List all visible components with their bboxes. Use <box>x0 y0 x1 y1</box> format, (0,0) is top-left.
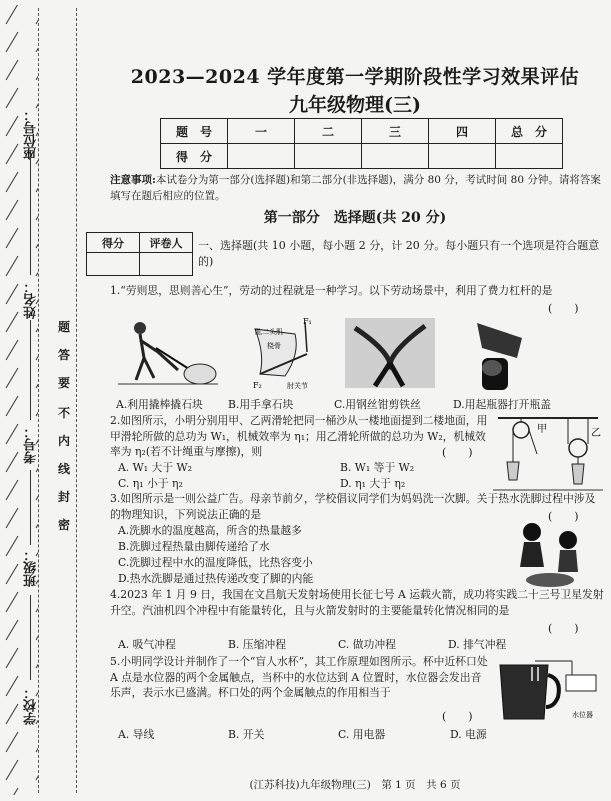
notice-text: 本试卷分为第一部分(选择题)和第二部分(非选择题)，满分 80 分，考试时间 80 分钟。请将答案填写在题后相应的位置。 <box>110 174 601 202</box>
seat-number-label: 座位号： <box>24 108 39 160</box>
question-2-option-a[interactable]: A. W₁ 大于 W₂ <box>118 461 192 474</box>
section-instruction: 一、选择题(共 10 小题，每小题 2 分，计 20 分。每小题只有一个选项是符合题意的) <box>198 239 600 268</box>
class-label: 班级： <box>24 548 39 587</box>
score-cell[interactable] <box>295 144 362 169</box>
question-2-option-c[interactable]: C. η₁ 小于 η₂ <box>118 477 183 490</box>
q1-elbow-label: 肘关节 <box>287 382 308 390</box>
name-label: 姓名： <box>24 280 39 319</box>
q1-crowbar-figure <box>118 318 218 388</box>
question-2-answer-blank[interactable]: ( ) <box>442 446 473 459</box>
question-1-option-a[interactable]: A.利用撬棒撬石块 <box>116 398 203 411</box>
question-1-answer-blank[interactable]: ( ) <box>548 302 579 315</box>
question-3-stem: 3.如图所示是一则公益广告。母亲节前夕，学校倡议同学们为妈妈洗一次脚。关于热水洗脚过程中涉及的物理知识，下列说法正确的是 <box>110 492 596 521</box>
q2-label-yi: 乙 <box>591 428 601 439</box>
score-table <box>160 118 563 169</box>
q1-pliers-figure <box>345 318 435 388</box>
seal-char: 要 <box>57 376 70 390</box>
class-blank[interactable] <box>30 470 31 545</box>
score-header-cell: 三 <box>362 119 429 144</box>
question-1-option-c[interactable]: C.用钢丝钳剪铁丝 <box>334 398 421 411</box>
q3-foot-washing-figure <box>510 522 590 590</box>
score-header-cell: 总 分 <box>496 119 563 144</box>
question-3-option-c[interactable]: C.洗脚过程中水的温度降低，比热容变小 <box>118 556 313 569</box>
notice <box>110 172 602 204</box>
page-footer: (江苏科技)九年级物理(三) 第 1 页 共 6 页 <box>249 779 461 791</box>
question-1-option-b[interactable]: B.用手拿石块 <box>228 398 294 411</box>
question-2-option-d[interactable]: D. η₁ 大于 η₂ <box>340 477 406 490</box>
exam-number-label: 考号： <box>24 425 39 464</box>
notice-label: 注意事项: <box>110 174 156 186</box>
score-header-cell: 四 <box>429 119 496 144</box>
seal-char: 内 <box>57 434 70 448</box>
q5-water-cup-figure <box>492 657 604 725</box>
svg-text:F₂: F₂ <box>253 381 262 390</box>
seal-char: 不 <box>57 406 70 420</box>
q5-water-level-label: 水位器 <box>572 711 593 719</box>
q1-bottle-opener-figure <box>462 318 542 393</box>
score-header-cell: 题 号 <box>161 119 228 144</box>
seal-char: 线 <box>57 462 70 476</box>
grader-score-cell[interactable] <box>87 253 140 276</box>
question-4-answer-blank[interactable]: ( ) <box>548 622 579 635</box>
seal-char: 密 <box>57 518 70 532</box>
question-5-option-d[interactable]: D. 电源 <box>450 728 487 741</box>
name-blank[interactable] <box>30 180 31 275</box>
question-5-stem: 5.小明同学设计并制作了一个“盲人水杯”，其工作原理如图所示。杯中近杯口处 A 点是水位器的两个金属触点，当杯中的水位达到 A 位置时，水位器会发出音乐声，表示水已盛满。杯口处的两个金属触点的作用相当于 <box>110 655 488 699</box>
question-4-option-d[interactable]: D. 排气冲程 <box>448 638 507 651</box>
question-4-option-a[interactable]: A. 吸气冲程 <box>118 638 176 651</box>
q1-biceps-label: 肱二头肌 <box>255 328 283 336</box>
score-cell[interactable] <box>429 144 496 169</box>
question-1-stem: 1.“劳则思，思则善心生”，劳动的过程就是一种学习。以下劳动场景中，利用了费力杠杆的是 <box>110 284 553 297</box>
binding-margin <box>0 0 95 801</box>
question-3-answer-blank[interactable]: ( ) <box>548 510 579 523</box>
score-header-cell: 一 <box>228 119 295 144</box>
seal-char: 封 <box>57 490 70 504</box>
exam-number-blank[interactable] <box>30 320 31 420</box>
grader-score-label: 得分 <box>87 233 140 253</box>
score-cell[interactable] <box>228 144 295 169</box>
q2-pulley-figure <box>493 414 603 494</box>
school-label: 学校： <box>24 686 39 725</box>
exam-subtitle: 九年级物理(三) <box>289 94 421 116</box>
question-3-option-b[interactable]: B.洗脚过程热量由脚传递给了水 <box>118 540 270 553</box>
score-row-label: 得 分 <box>161 144 228 169</box>
grader-name-cell[interactable] <box>140 253 193 276</box>
grader-name-label: 评卷人 <box>140 233 193 253</box>
seal-char: 答 <box>57 348 70 362</box>
question-5-answer-blank[interactable]: ( ) <box>442 710 473 723</box>
question-4-stem: 4.2023 年 1 月 9 日，我国在文昌航天发射场使用长征七号 A 运载火箭，成功将实践二十三号卫星发射升空。汽油机四个冲程中有能量转化，且与火箭发射时的主要能量转化情况相同的是 <box>110 588 604 617</box>
school-blank[interactable] <box>30 595 31 680</box>
seal-line <box>76 8 77 793</box>
exam-title: 2023—2024 学年度第一学期阶段性学习效果评估 <box>130 66 580 88</box>
question-1-option-d[interactable]: D.用起瓶器打开瓶盖 <box>453 398 552 411</box>
part-title: 第一部分 选择题(共 20 分) <box>263 210 447 226</box>
question-5-option-b[interactable]: B. 开关 <box>228 728 265 741</box>
question-2-stem: 2.如图所示，小明分别用甲、乙两滑轮把同一桶沙从一楼地面提到二楼地面，用甲滑轮所做的总功为 W₁，机械效率为 η₁；用乙滑轮所做的总功为 W₂，机械效率为 η₂(若不计绳重与摩擦)，则 <box>110 414 488 458</box>
score-cell[interactable] <box>496 144 563 169</box>
q1-arm-figure <box>245 314 330 394</box>
score-cell[interactable] <box>362 144 429 169</box>
question-4-option-b[interactable]: B. 压缩冲程 <box>228 638 286 651</box>
question-3-option-d[interactable]: D.热水洗脚是通过热传递改变了脚的内能 <box>118 572 314 585</box>
seal-char: 题 <box>57 320 70 334</box>
question-2-option-b[interactable]: B. W₁ 等于 W₂ <box>340 461 415 474</box>
question-4-option-c[interactable]: C. 做功冲程 <box>338 638 396 651</box>
q2-label-jia: 甲 <box>537 424 547 435</box>
question-5-option-c[interactable]: C. 用电器 <box>338 728 386 741</box>
question-5-option-a[interactable]: A. 导线 <box>118 728 155 741</box>
score-header-cell: 二 <box>295 119 362 144</box>
grader-table <box>86 232 193 276</box>
svg-text:F₁: F₁ <box>303 317 312 326</box>
q1-radius-label: 桡骨 <box>267 342 281 350</box>
question-3-option-a[interactable]: A.洗脚水的温度越高，所含的热量越多 <box>118 524 302 537</box>
